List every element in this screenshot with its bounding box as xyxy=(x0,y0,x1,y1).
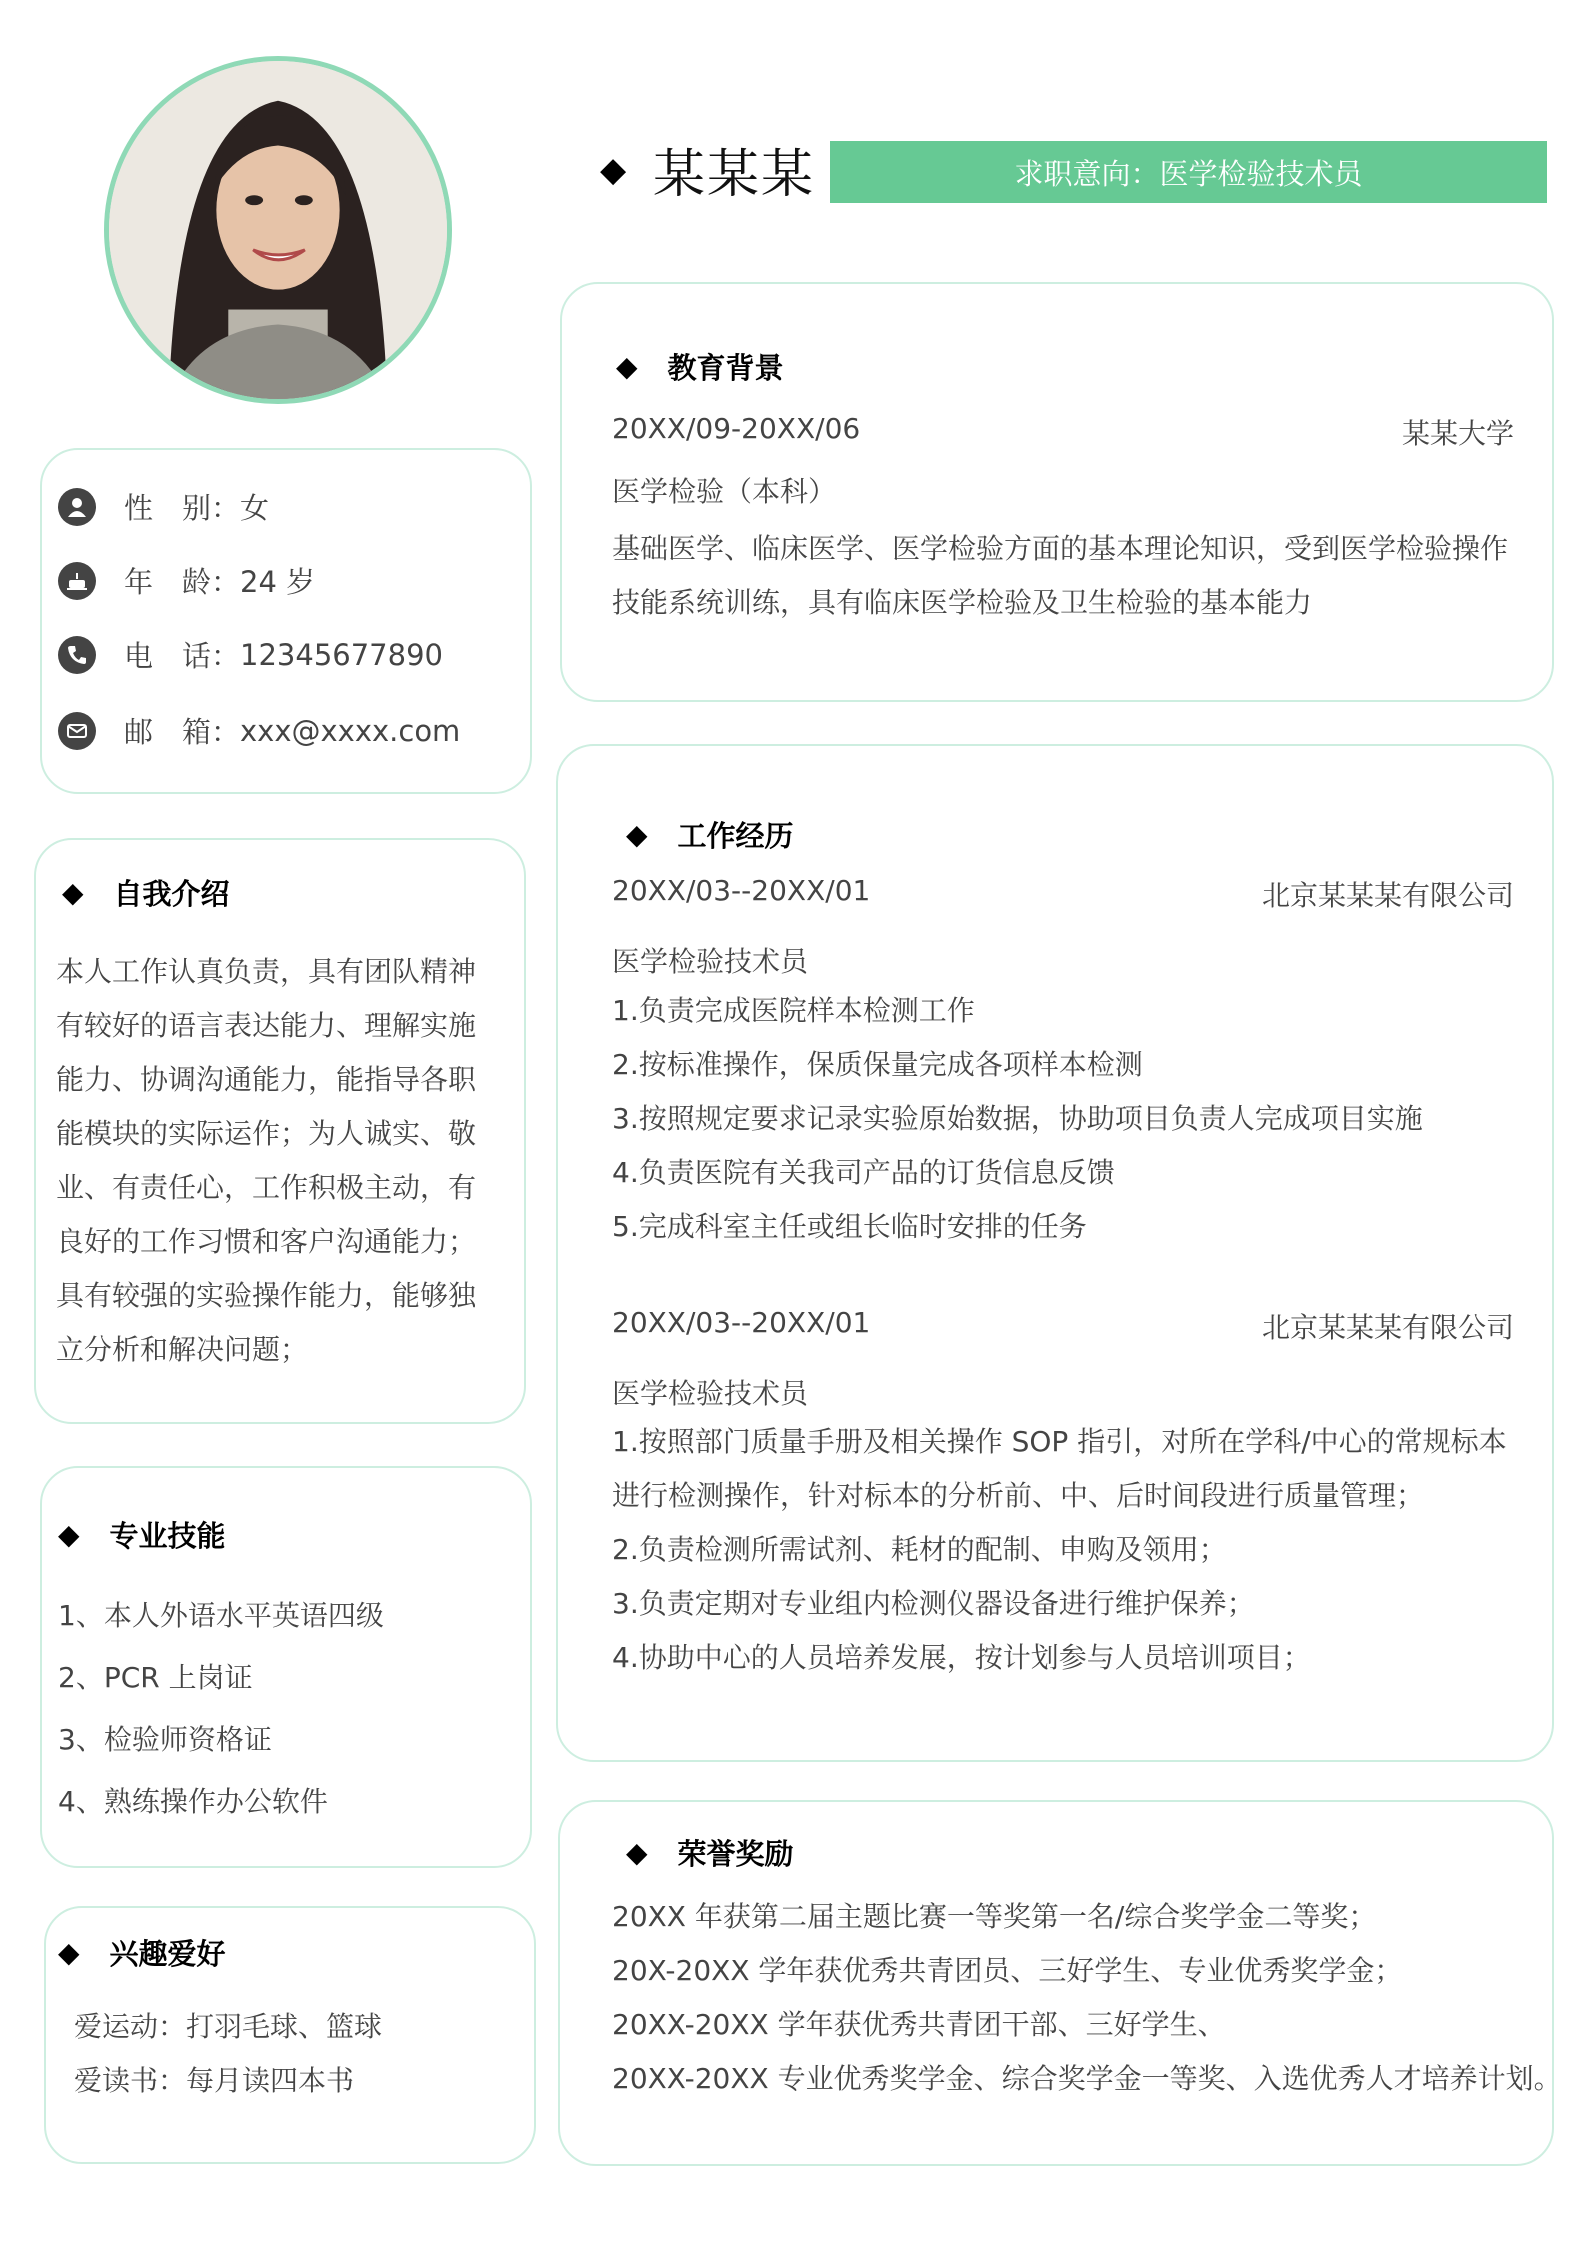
intro-line: 立分析和解决问题； xyxy=(56,1333,309,1366)
duty-item: 3.按照规定要求记录实验原始数据，协助项目负责人完成项目实施 xyxy=(612,1102,1423,1135)
job-2-row xyxy=(612,1306,1514,1346)
mail-icon xyxy=(58,712,96,750)
section-title: 兴趣爱好 xyxy=(109,1937,226,1971)
award-item: 20XX-20XX 学年获优秀共青团干部、三好学生、 xyxy=(612,2008,1226,2041)
award-item: 20X-20XX 学年获优秀共青团员、三好学生、专业优秀奖学金； xyxy=(612,1954,1403,1987)
info-label: 电 话： xyxy=(124,639,241,673)
award-item: 20XX 年获第二届主题比赛一等奖第一名/综合奖学金二等奖； xyxy=(612,1900,1377,1933)
hobby-item: 爱运动：打羽毛球、篮球 xyxy=(74,2010,383,2043)
intro-line: 有较好的语言表达能力、理解实施 xyxy=(56,1009,477,1042)
cake-icon xyxy=(58,562,96,600)
diamond-icon: ◆ xyxy=(58,1935,80,1969)
education-header xyxy=(616,346,784,387)
award-item: 20XX-20XX 专业优秀奖学金、综合奖学金一等奖、入选优秀人才培养计划。 xyxy=(612,2062,1562,2095)
duty-item: 1.按照部门质量手册及相关操作 SOP 指引，对所在学科/中心的常规标本 xyxy=(612,1425,1507,1458)
duty-item: 2.负责检测所需试剂、耗材的配制、申购及领用； xyxy=(612,1533,1227,1566)
section-title: 自我介绍 xyxy=(113,877,230,911)
skill-item: 4、熟练操作办公软件 xyxy=(58,1785,328,1818)
info-value: 24 岁 xyxy=(240,565,316,599)
education-period: 20XX/09-20XX/06 xyxy=(612,412,861,445)
awards-header xyxy=(626,1832,794,1873)
skill-item: 2、PCR 上岗证 xyxy=(58,1661,253,1694)
diamond-icon: ◆ xyxy=(62,875,84,909)
info-email xyxy=(58,710,460,751)
name-diamond-icon: ◆ xyxy=(600,150,627,190)
diamond-icon: ◆ xyxy=(616,349,638,383)
duty-item: 4.协助中心的人员培养发展，按计划参与人员培训项目； xyxy=(612,1641,1311,1674)
section-title: 专业技能 xyxy=(109,1519,226,1553)
duty-item: 进行检测操作，针对标本的分析前、中、后时间段进行质量管理； xyxy=(612,1479,1425,1512)
education-row xyxy=(612,412,1514,452)
info-value: 女 xyxy=(240,491,270,525)
info-label: 性 别： xyxy=(124,491,241,525)
info-value: xxx@xxxx.com xyxy=(240,713,461,748)
person-icon xyxy=(58,488,96,526)
duty-item: 5.完成科室主任或组长临时安排的任务 xyxy=(612,1210,1087,1243)
intro-line: 具有较强的实验操作能力，能够独 xyxy=(56,1279,477,1312)
education-desc-line: 基础医学、临床医学、医学检验方面的基本理论知识，受到医学检验操作 xyxy=(612,532,1509,565)
awards-list xyxy=(612,1890,1562,2106)
duty-item: 4.负责医院有关我司产品的订货信息反馈 xyxy=(612,1156,1115,1189)
job-role: 医学检验技术员 xyxy=(612,945,809,978)
hobbies-list xyxy=(74,2000,382,2108)
duty-item: 1.负责完成医院样本检测工作 xyxy=(612,994,975,1027)
job-period: 20XX/03--20XX/01 xyxy=(612,874,871,907)
job-1-duties xyxy=(612,984,1423,1254)
skills-header xyxy=(58,1514,226,1555)
info-phone xyxy=(58,634,443,675)
intro-line: 良好的工作习惯和客户沟通能力； xyxy=(56,1225,477,1258)
job-intention-banner xyxy=(830,141,1547,203)
portrait-image xyxy=(109,61,447,399)
work-header xyxy=(626,814,794,855)
phone-icon xyxy=(58,636,96,674)
section-title: 教育背景 xyxy=(667,351,784,385)
info-label: 年 龄： xyxy=(124,565,241,599)
duty-item: 3.负责定期对专业组内检测仪器设备进行维护保养； xyxy=(612,1587,1255,1620)
hobby-item: 爱读书：每月读四本书 xyxy=(74,2064,355,2097)
job-company: 北京某某某有限公司 xyxy=(1261,1311,1514,1344)
info-label: 邮 箱： xyxy=(124,715,241,749)
job-2-duties xyxy=(612,1415,1507,1685)
diamond-icon: ◆ xyxy=(58,1517,80,1551)
intro-line: 能模块的实际运作；为人诚实、敬 xyxy=(56,1117,477,1150)
skill-item: 1、本人外语水平英语四级 xyxy=(58,1599,384,1632)
hobbies-header xyxy=(58,1932,226,1973)
job-company: 北京某某某有限公司 xyxy=(1261,879,1514,912)
skills-list xyxy=(58,1585,384,1833)
diamond-icon: ◆ xyxy=(626,817,648,851)
education-desc xyxy=(612,522,1508,630)
job-period: 20XX/03--20XX/01 xyxy=(612,1306,871,1339)
intro-line: 本人工作认真负责，具有团队精神 xyxy=(56,955,477,988)
diamond-icon: ◆ xyxy=(626,1835,648,1869)
job-intention-text: 求职意向：医学检验技术员 xyxy=(1014,156,1363,191)
self-intro-text xyxy=(56,945,476,1377)
intro-line: 业、有责任心，工作积极主动，有 xyxy=(56,1171,477,1204)
section-title: 荣誉奖励 xyxy=(677,1837,794,1871)
education-desc-line: 技能系统训练，具有临床医学检验及卫生检验的基本能力 xyxy=(612,586,1313,619)
section-title: 工作经历 xyxy=(677,819,794,853)
self-intro-header xyxy=(62,872,230,913)
job-1-row xyxy=(612,874,1514,914)
duty-item: 2.按标准操作，保质保量完成各项样本检测 xyxy=(612,1048,1143,1081)
profile-photo xyxy=(104,56,452,404)
candidate-name: 某某某 xyxy=(653,145,816,205)
job-role: 医学检验技术员 xyxy=(612,1377,809,1410)
info-gender xyxy=(58,486,269,527)
info-age xyxy=(58,560,315,601)
skill-item: 3、检验师资格证 xyxy=(58,1723,272,1756)
education-school: 某某大学 xyxy=(1401,417,1514,450)
education-major: 医学检验（本科） xyxy=(612,475,837,508)
info-value: 12345677890 xyxy=(240,637,443,672)
intro-line: 能力、协调沟通能力，能指导各职 xyxy=(56,1063,477,1096)
